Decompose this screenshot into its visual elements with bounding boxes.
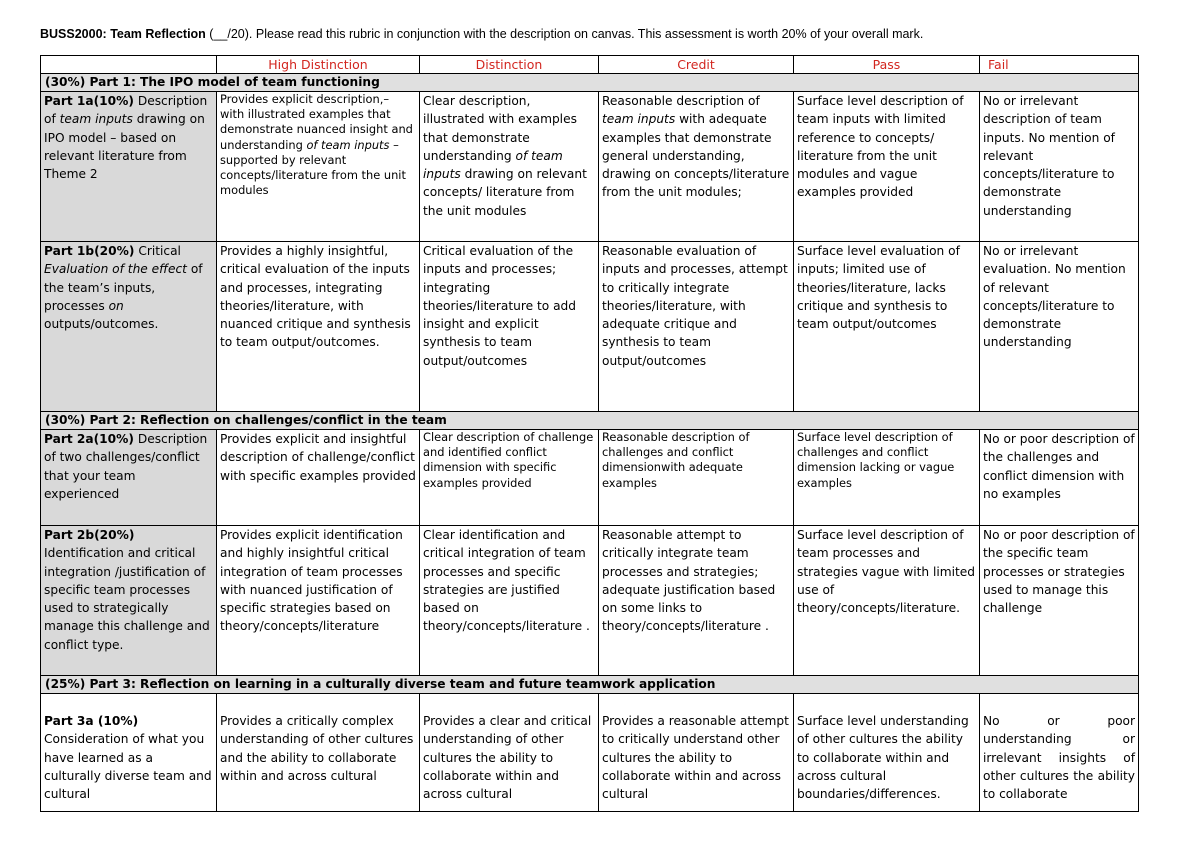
section-heading: (30%) Part 1: The IPO model of team functioning <box>41 74 1139 92</box>
rubric-cell <box>599 92 794 242</box>
cell-emphasis: of team inputs <box>423 148 563 182</box>
cell-text: Surface level understanding of other cultures the ability to collaborate within and across cultural boundaries/differences. <box>797 714 969 802</box>
section-row <box>41 74 1139 92</box>
rubric-cell <box>217 694 420 812</box>
cell-text: with adequate examples that demonstrate general understanding, drawing on concepts/literature from the unit modules; <box>602 112 790 200</box>
criterion-part: Part 1a(10%) <box>44 94 134 108</box>
rubric-cell: No or poor description of the specific team processes or strategies used to manage this challenge <box>980 526 1139 676</box>
corner-cell <box>41 56 217 74</box>
cell-text: drawing on relevant concepts/ literature from the unit modules <box>423 167 587 218</box>
cell-text: Reasonable description of <box>602 94 760 108</box>
score-blank: (__/20). <box>209 27 253 41</box>
rubric-cell: Provides explicit and insightful description of challenge/conflict with specific examples provided <box>217 430 420 526</box>
criterion-text: drawing on IPO model – based on relevant literature from Theme 2 <box>44 112 205 182</box>
document-title <box>40 27 923 41</box>
criterion-text: Consideration of what you have learned as a culturally diverse team and cultural <box>44 732 212 802</box>
rubric-cell <box>599 694 794 812</box>
rubric-cell: Surface level description of team processes and strategies vague with limited use of theory/concepts/literature. <box>794 526 980 676</box>
cell-text: Provides a critically complex understanding of other cultures and the ability to collaborate within and across cultural <box>220 714 414 783</box>
column-header: Distinction <box>420 56 599 74</box>
column-header: Pass <box>794 56 980 74</box>
rubric-cell <box>980 694 1139 812</box>
table-row <box>41 242 1139 412</box>
criterion-emphasis: Evaluation of the effect <box>44 262 187 277</box>
rubric-cell: Reasonable evaluation of inputs and processes, attempt to critically integrate theories/literature, with adequate critique and synthesis to team output/outcomes <box>599 242 794 412</box>
rubric-cell: Surface level evaluation of inputs; limited use of theories/literature, lacks critique and synthesis to team output/outcomes <box>794 242 980 412</box>
table-row <box>41 430 1139 526</box>
rubric-cell: Surface level description of challenges and conflict dimension lacking or vague examples <box>794 430 980 526</box>
column-header: Credit <box>599 56 794 74</box>
rubric-cell <box>420 694 599 812</box>
rubric-cell: Surface level description of team inputs with limited reference to concepts/ literature from the unit modules and vague examples provided <box>794 92 980 242</box>
cell-text: Clear description, illustrated with examples that demonstrate understanding <box>423 94 577 163</box>
rubric-cell <box>420 92 599 242</box>
rubric-cell <box>794 694 980 812</box>
table-row <box>41 526 1139 676</box>
rubric-cell: Clear description of challenge and identified conflict dimension with specific examples provided <box>420 430 599 526</box>
section-heading: (25%) Part 3: Reflection on learning in a culturally diverse team and future teamwork application <box>41 676 1139 694</box>
table-row <box>41 694 1139 812</box>
cell-emphasis: team inputs <box>602 112 676 127</box>
criterion-cell <box>41 92 217 242</box>
rubric-cell: Reasonable description of challenges and conflict dimensionwith adequate examples <box>599 430 794 526</box>
rubric-cell: Critical evaluation of the inputs and processes; integrating theories/literature to add insight and explicit synthesis to team output/outcomes <box>420 242 599 412</box>
rubric-cell: Provides a highly insightful, critical evaluation of the inputs and processes, integrating theories/literature, with nuanced critique and synthesis to team output/outcomes. <box>217 242 420 412</box>
grade-header-row <box>41 56 1139 74</box>
course-code: BUSS2000: <box>40 27 107 41</box>
criterion-part: Part 2a(10%) <box>44 432 134 446</box>
section-row <box>41 676 1139 694</box>
cell-text: No or poor understanding or irrelevant insights of other cultures the ability to collaborate <box>983 714 1135 802</box>
cell-text: Provides explicit description,– with illustrated examples that demonstrate nuanced insight and understanding <box>220 92 413 152</box>
criterion-text: Identification and critical integration /justification of specific team processes used to strategically manage this challenge and conflict type. <box>44 546 210 652</box>
rubric-cell: No or poor description of the challenges and conflict dimension with no examples <box>980 430 1139 526</box>
criterion-cell <box>41 694 217 812</box>
criterion-emphasis: team inputs <box>59 112 133 127</box>
criterion-part: Part 3a (10%) <box>44 714 139 728</box>
section-row <box>41 412 1139 430</box>
column-header: Fail <box>980 56 1139 74</box>
rubric-cell: Provides explicit identification and highly insightful critical integration of team processes with nuanced justification of specific strategies based on theory/concepts/literature <box>217 526 420 676</box>
criterion-text: Description of two challenges/conflict that your team experienced <box>44 432 208 501</box>
criterion-part: Part 1b(20%) <box>44 244 135 258</box>
criterion-text: of the team’s inputs, processes <box>44 262 203 313</box>
table-row <box>41 92 1139 242</box>
rubric-cell: No or irrelevant description of team inputs. No mention of relevant concepts/literature to demonstrate understanding <box>980 92 1139 242</box>
instructions: Please read this rubric in conjunction with the description on canvas. This assessment is worth 20% of your overall mark. <box>255 27 924 41</box>
cell-text: Provides a reasonable attempt to critically understand other cultures the ability to collaborate within and across cultural <box>602 714 789 802</box>
rubric-cell: No or irrelevant evaluation. No mention of relevant concepts/literature to demonstrate understanding <box>980 242 1139 412</box>
criterion-part: Part 2b(20%) <box>44 528 135 542</box>
rubric-cell <box>217 92 420 242</box>
cell-text: – supported by relevant concepts/literature from the unit modules <box>220 137 406 198</box>
criterion-text: Critical <box>138 244 181 258</box>
criterion-text: outputs/outcomes. <box>44 317 159 332</box>
section-heading: (30%) Part 2: Reflection on challenges/conflict in the team <box>41 412 1139 430</box>
rubric-table <box>40 55 1139 812</box>
criterion-emphasis: on <box>108 298 124 313</box>
rubric-cell: Clear identification and critical integration of team processes and specific strategies are justified based on theory/concepts/literature . <box>420 526 599 676</box>
cell-emphasis: of team inputs <box>306 137 390 152</box>
column-header: High Distinction <box>217 56 420 74</box>
criterion-cell <box>41 430 217 526</box>
cell-text: Provides a clear and critical understanding of other cultures the ability to collaborate within and across cultural <box>423 714 592 802</box>
criterion-text: Description of <box>44 94 208 127</box>
rubric-cell: Reasonable attempt to critically integrate team processes and strategies; adequate justification based on some links to theory/concepts/literature . <box>599 526 794 676</box>
assessment-name: Team Reflection <box>110 27 206 41</box>
criterion-cell <box>41 242 217 412</box>
criterion-cell <box>41 526 217 676</box>
